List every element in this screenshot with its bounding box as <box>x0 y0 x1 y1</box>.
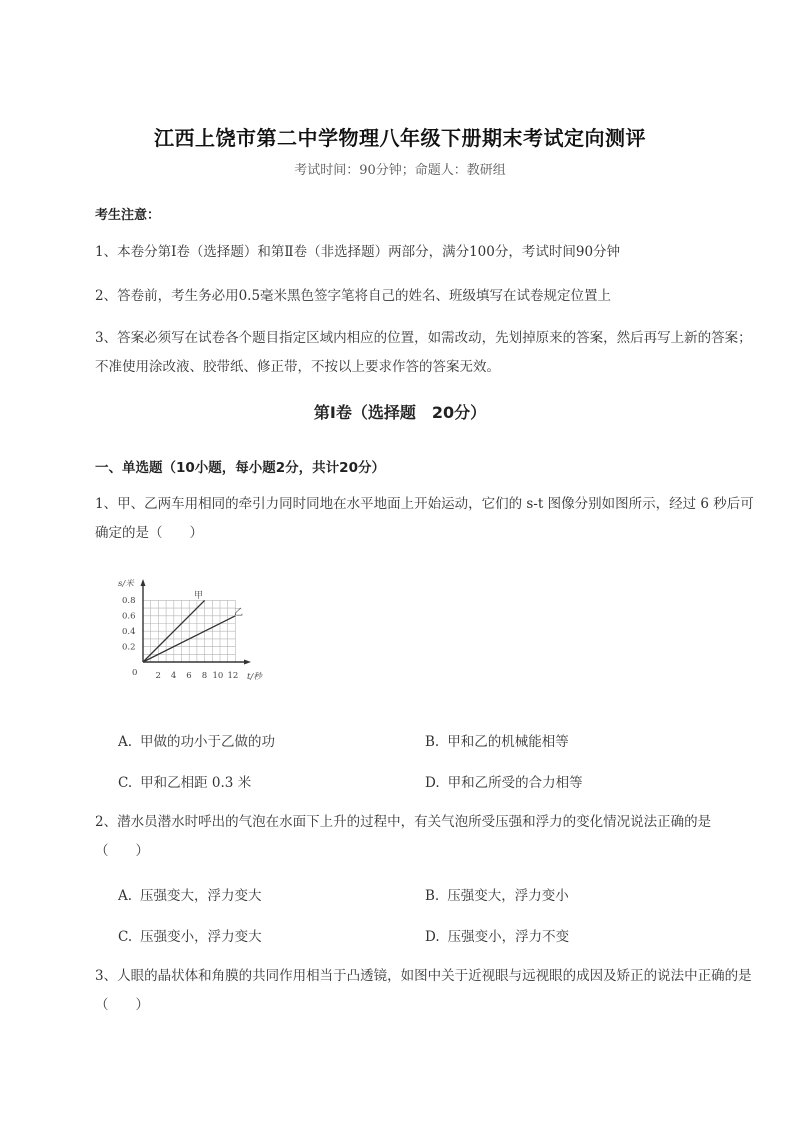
line-label-yi: 乙 <box>234 608 244 618</box>
x-tick-4: 4 <box>170 671 177 681</box>
exam-title: 江西上饶市第二中学物理八年级下册期末考试定向测评 <box>154 126 646 150</box>
option-letter: A. <box>118 888 133 904</box>
option-letter: B. <box>425 888 440 904</box>
notice-heading: 考生注意： <box>95 208 161 223</box>
x-axis-label: t/秒 <box>247 672 262 682</box>
st-graph-figure <box>110 575 280 690</box>
x-axis-arrow-icon <box>244 660 251 665</box>
q2-option-d[interactable] <box>425 925 569 945</box>
option-text: 压强变大，浮力变大 <box>140 888 262 904</box>
notice-item-1: 1、本卷分第I卷（选择题）和第Ⅱ卷（非选择题）两部分，满分100分，考试时间90分钟 <box>95 244 621 260</box>
origin-label: 0 <box>132 668 138 678</box>
option-text: 压强变小，浮力不变 <box>447 929 570 945</box>
option-text: 压强变小，浮力变大 <box>140 929 262 945</box>
option-letter: C. <box>118 775 133 791</box>
q2-option-a[interactable] <box>118 884 262 904</box>
y-tick-0.8: 0.8 <box>122 596 136 606</box>
notice-item-2: 2、答卷前，考生务必用0.5毫米黑色签字笔将自己的姓名、班级填写在试卷规定位置上 <box>95 288 612 304</box>
q1-option-c[interactable] <box>118 771 251 791</box>
y-axis-label: s/米 <box>118 579 134 589</box>
x-tick-10: 10 <box>212 671 224 681</box>
question-2-stem: 2、潜水员潜水时呼出的气泡在水面下上升的过程中，有关气泡所受压强和浮力的变化情况说法正确的是（ ） <box>95 814 712 859</box>
question-1-stem: 1、甲、乙两车用相同的牵引力同时同地在水平地面上开始运动，它们的 s-t 图像分别如图所示，经过 6 秒后可确定的是（ ） <box>95 496 754 541</box>
y-tick-0.2: 0.2 <box>122 642 136 653</box>
y-tick-0.6: 0.6 <box>122 611 136 622</box>
q1-option-b[interactable] <box>425 730 569 750</box>
x-tick-8: 8 <box>201 671 208 681</box>
part-heading: 一、单选题（10小题，每小题2分，共计20分） <box>95 460 385 476</box>
question-3-stem: 3、人眼的晶状体和角膜的共同作用相当于凸透镜，如图中关于近视眼与远视眼的成因及矫正的说法中正确的是（ ） <box>95 968 752 1013</box>
line-label-jia: 甲 <box>194 591 204 601</box>
y-tick-0.4: 0.4 <box>122 627 136 637</box>
option-letter: C. <box>118 929 133 945</box>
option-letter: D. <box>425 929 440 945</box>
exam-subtitle: 考试时间：90分钟；命题人：教研组 <box>294 163 506 178</box>
option-letter: B. <box>425 734 440 750</box>
graph-grid <box>143 600 235 662</box>
option-text: 甲做的功小于乙做的功 <box>140 734 276 750</box>
notice-item-3: 3、答案必须写在试卷各个题目指定区域内相应的位置，如需改动，先划掉原来的答案，然后再写上新的答案；不准使用涂改液、胶带纸、修正带，不按以上要求作答的答案无效。 <box>95 330 752 375</box>
x-tick-6: 6 <box>186 671 192 681</box>
q2-option-b[interactable] <box>425 884 569 904</box>
option-letter: D. <box>425 775 440 791</box>
option-text: 甲和乙相距 0.3 米 <box>140 775 252 791</box>
option-letter: A. <box>118 734 133 750</box>
y-axis-arrow-icon <box>141 579 146 586</box>
x-tick-12: 12 <box>227 671 239 681</box>
section-title: 第I卷（选择题 20分） <box>313 403 487 422</box>
q2-option-c[interactable] <box>118 925 262 945</box>
q1-option-d[interactable] <box>425 771 583 791</box>
x-tick-2: 2 <box>155 671 161 681</box>
q1-option-a[interactable] <box>118 730 275 750</box>
option-text: 压强变大，浮力变小 <box>447 888 569 904</box>
option-text: 甲和乙的机械能相等 <box>447 734 569 750</box>
option-text: 甲和乙所受的合力相等 <box>447 775 583 791</box>
